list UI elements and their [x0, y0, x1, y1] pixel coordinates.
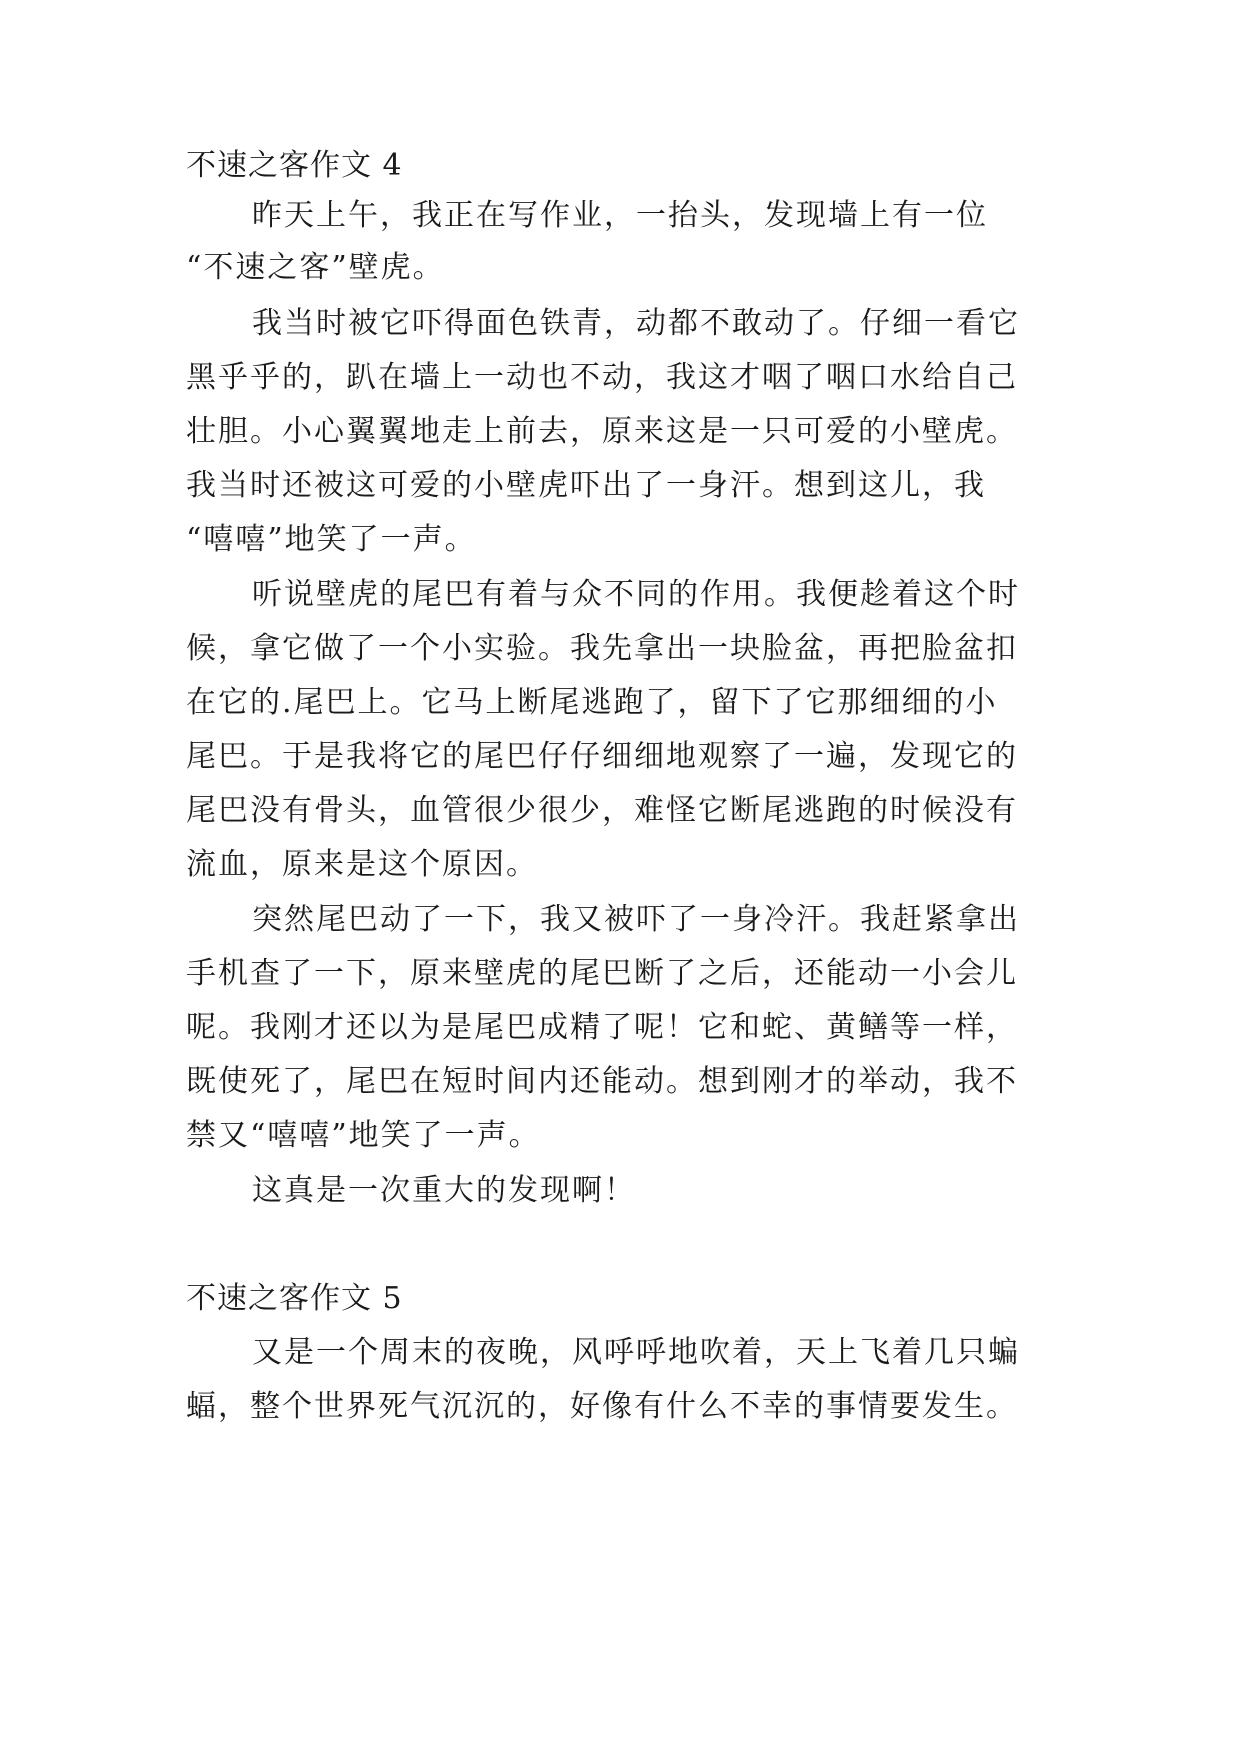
paragraph-line: 壮胆。小心翼翼地走上前去，原来这是一只可爱的小壁虎。	[186, 414, 1018, 449]
essay-5-title: 不速之客作文 5	[186, 1281, 403, 1316]
paragraph-line: 黑乎乎的，趴在墙上一动也不动，我这才咽了咽口水给自己	[186, 360, 1018, 395]
paragraph-line: 尾巴。于是我将它的尾巴仔仔细细地观察了一遍，发现它的	[186, 739, 1018, 774]
paragraph-line: 我当时还被这可爱的小壁虎吓出了一身汗。想到这儿，我	[186, 468, 986, 503]
paragraph-line: 这真是一次重大的发现啊！	[252, 1173, 636, 1208]
paragraph-line: 又是一个周末的夜晚，风呼呼地吹着，天上飞着几只蝙	[252, 1335, 1020, 1370]
essay-4-title: 不速之客作文 4	[186, 148, 403, 183]
paragraph-line: 突然尾巴动了一下，我又被吓了一身冷汗。我赶紧拿出	[252, 902, 1020, 937]
paragraph-line: 听说壁虎的尾巴有着与众不同的作用。我便趁着这个时	[252, 577, 1020, 612]
paragraph-line: 昨天上午，我正在写作业，一抬头，发现墙上有一位	[252, 198, 988, 233]
paragraph-line: 呢。我刚才还以为是尾巴成精了呢！它和蛇、黄鳝等一样，	[186, 1010, 1018, 1045]
paragraph-line: 蝠，整个世界死气沉沉的，好像有什么不幸的事情要发生。	[186, 1389, 1018, 1424]
paragraph-line: 在它的.尾巴上。它马上断尾逃跑了，留下了它那细细的小	[186, 685, 998, 720]
paragraph-line: 流血，原来是这个原因。	[186, 847, 538, 882]
paragraph-line: “不速之客”壁虎。	[186, 250, 445, 285]
paragraph-line: 手机查了一下，原来壁虎的尾巴断了之后，还能动一小会儿	[186, 956, 1018, 991]
paragraph-line: 禁又“嘻嘻”地笑了一声。	[186, 1118, 541, 1153]
paragraph-line: “嘻嘻”地笑了一声。	[186, 522, 477, 557]
paragraph-line: 尾巴没有骨头，血管很少很少，难怪它断尾逃跑的时候没有	[186, 793, 1018, 828]
paragraph-line: 我当时被它吓得面色铁青，动都不敢动了。仔细一看它	[252, 306, 1020, 341]
paragraph-line: 既使死了，尾巴在短时间内还能动。想到刚才的举动，我不	[186, 1064, 1018, 1099]
paragraph-line: 候，拿它做了一个小实验。我先拿出一块脸盆，再把脸盆扣	[186, 631, 1018, 666]
